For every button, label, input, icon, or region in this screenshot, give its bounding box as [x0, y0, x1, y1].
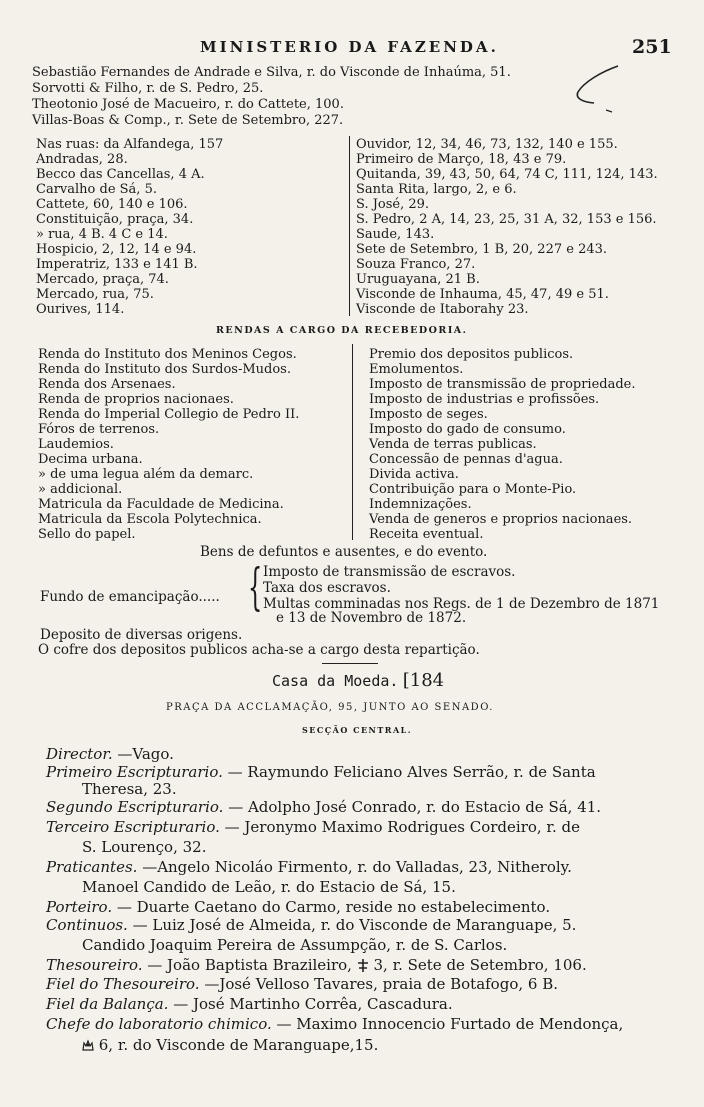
staff-entry: [46, 747, 174, 762]
staff-role: Director.: [46, 745, 113, 763]
renda-item: Sello do papel.: [38, 527, 136, 542]
renda-item: Venda de generos e proprios nacionaes.: [369, 512, 633, 527]
fundo-item: Imposto de transmissão de escravos.: [263, 564, 516, 580]
staff-text: — Raymundo Feliciano Alves Serrão, r. de Santa: [227, 763, 596, 781]
entry-line: Sebastião Fernandes de Andrade e Silva, r. do Visconde de Inhaúma, 51.: [32, 65, 511, 80]
column-divider: [352, 344, 353, 540]
staff-entry: [46, 820, 580, 835]
staff-text-after: 6, r. do Visconde de Maranguape,15.: [94, 1036, 379, 1054]
street-entry: Andradas, 28.: [36, 152, 128, 167]
renda-item: Imposto de seges.: [369, 407, 488, 422]
cross-symbol-icon: [357, 959, 369, 972]
staff-text: — Luiz José de Almeida, r. do Visconde de Maranguape, 5.: [132, 916, 577, 934]
staff-entry: [46, 1017, 623, 1032]
renda-item: Imposto de industrias e profissões.: [369, 392, 600, 407]
renda-item: Imposto do gado de consumo.: [369, 422, 566, 437]
staff-role: Praticantes.: [46, 858, 138, 876]
casa-address: PRAÇA DA ACCLAMAÇÃO, 95, JUNTO AO SENADO.: [166, 702, 494, 713]
deposito-line: Deposito de diversas origens.: [40, 627, 243, 643]
street-entry: Becco das Cancellas, 4 A.: [36, 167, 205, 182]
casa-year: [184: [402, 670, 445, 691]
casa-section: SECÇÃO CENTRAL.: [302, 725, 413, 735]
staff-text: —Angelo Nicoláo Firmento, r. do Valladas, 23, Nitheroly.: [142, 858, 572, 876]
staff-entry: [46, 997, 453, 1012]
renda-item: Indemnizações.: [369, 497, 472, 512]
street-entry: Primeiro de Março, 18, 43 e 79.: [356, 152, 567, 167]
staff-role: Segundo Escripturario.: [46, 798, 224, 816]
street-entry: Santa Rita, largo, 2, e 6.: [356, 182, 517, 197]
street-entry: Uruguayana, 21 B.: [356, 272, 480, 287]
page-title: MINISTERIO DA FAZENDA.: [200, 38, 499, 56]
street-entry: Ourives, 114.: [36, 302, 125, 317]
staff-text: — Maximo Innocencio Furtado de Mendonça,: [276, 1015, 624, 1033]
street-entry: Imperatriz, 133 e 141 B.: [36, 257, 198, 272]
street-entry: Visconde de Inhauma, 45, 47, 49 e 51.: [356, 287, 609, 302]
street-entry: Mercado, rua, 75.: [36, 287, 154, 302]
column-divider: [349, 136, 350, 316]
staff-text: —Vago.: [117, 745, 174, 763]
street-entry: Hospicio, 2, 12, 14 e 94.: [36, 242, 197, 257]
renda-item: Renda de proprios nacionaes.: [38, 392, 234, 407]
staff-role: Primeiro Escripturario.: [46, 763, 223, 781]
staff-continuation: Theresa, 23.: [82, 780, 177, 798]
staff-text: — Jeronymo Maximo Rodrigues Cordeiro, r. de: [224, 818, 580, 836]
street-entry: Constituição, praça, 34.: [36, 212, 194, 227]
renda-item: Matricula da Escola Polytechnica.: [38, 512, 262, 527]
page-header: [0, 36, 704, 60]
staff-role: Fiel do Thesoureiro.: [46, 975, 200, 993]
staff-text: —José Velloso Tavares, praia de Botafogo, 6 B.: [204, 975, 558, 993]
staff-entry: [46, 900, 550, 915]
rendas-heading: RENDAS A CARGO DA RECEBEDORIA.: [216, 325, 468, 336]
renda-item: Renda do Instituto dos Surdos-Mudos.: [38, 362, 291, 377]
renda-item: Premio dos depositos publicos.: [369, 347, 574, 362]
renda-item: » addicional.: [38, 482, 123, 497]
renda-item: Emolumentos.: [369, 362, 464, 377]
renda-item: Renda dos Arsenaes.: [38, 377, 176, 392]
street-entry: Carvalho de Sá, 5.: [36, 182, 157, 197]
street-entry: Sete de Setembro, 1 B, 20, 227 e 243.: [356, 242, 608, 257]
street-entry: S. José, 29.: [356, 197, 430, 212]
staff-text: — José Martinho Corrêa, Cascadura.: [173, 995, 453, 1013]
renda-item: Decima urbana.: [38, 452, 143, 467]
cofre-line: O cofre dos depositos publicos acha-se a cargo desta repartição.: [38, 642, 480, 658]
renda-item: Contribuição para o Monte-Pio.: [369, 482, 577, 497]
street-entry: Cattete, 60, 140 e 106.: [36, 197, 188, 212]
casa-title-line: [272, 672, 444, 690]
entry-line: Sorvotti & Filho, r. de S. Pedro, 25.: [32, 81, 264, 96]
bens-line: Bens de defuntos e ausentes, e do evento.: [200, 544, 488, 560]
renda-item: Divida activa.: [369, 467, 459, 482]
staff-entry: [46, 800, 601, 815]
staff-role: Fiel da Balança.: [46, 995, 169, 1013]
renda-item: Laudemios.: [38, 437, 114, 452]
renda-item: Concessão de pennas d'agua.: [369, 452, 563, 467]
staff-text-after: 3, r. Sete de Setembro, 106.: [368, 956, 587, 974]
staff-role: Terceiro Escripturario.: [46, 818, 220, 836]
staff-role: Chefe do laboratorio chimico.: [46, 1015, 272, 1033]
fundo-item: Taxa dos escravos.: [263, 580, 391, 596]
street-entry: S. Pedro, 2 A, 14, 23, 25, 31 A, 32, 153 e 156.: [356, 212, 657, 227]
staff-text: — Duarte Caetano do Carmo, reside no estabelecimento.: [116, 898, 551, 916]
renda-item: » de uma legua além da demarc.: [38, 467, 254, 482]
casa-title: Casa da Moeda.: [272, 672, 399, 690]
staff-entry: [46, 918, 576, 933]
brace-symbol: {: [248, 558, 263, 616]
staff-role: Continuos.: [46, 916, 128, 934]
staff-continuation: Manoel Candido de Leão, r. do Estacio de Sá, 15.: [82, 878, 456, 896]
street-entry: Ouvidor, 12, 34, 46, 73, 132, 140 e 155.: [356, 137, 618, 152]
entry-line: Theotonio José de Macueiro, r. do Cattete, 100.: [32, 97, 344, 112]
fundo-item: e 13 de Novembro de 1872.: [276, 610, 467, 626]
entry-line: Villas-Boas & Comp., r. Sete de Setembro, 227.: [32, 113, 344, 128]
renda-item: Matricula da Faculdade de Medicina.: [38, 497, 284, 512]
section-rule: [322, 663, 378, 664]
staff-continuation: S. Lourenço, 32.: [82, 838, 207, 856]
street-entry: Visconde de Itaborahy 23.: [356, 302, 529, 317]
staff-continuation: [82, 1038, 378, 1053]
street-entry: Mercado, praça, 74.: [36, 272, 169, 287]
staff-role: Porteiro.: [46, 898, 113, 916]
renda-item: Imposto de transmissão de propriedade.: [369, 377, 636, 392]
handwritten-mark-icon: [566, 62, 626, 120]
street-entry: Saude, 143.: [356, 227, 435, 242]
staff-entry: [46, 765, 596, 780]
street-entry: Nas ruas: da Alfandega, 157: [36, 137, 224, 152]
renda-item: Renda do Instituto dos Meninos Cegos.: [38, 347, 297, 362]
renda-item: Receita eventual.: [369, 527, 484, 542]
crown-symbol-icon: [82, 1039, 94, 1052]
street-entry: » rua, 4 B. 4 C e 14.: [36, 227, 168, 242]
page-number: 251: [632, 36, 672, 58]
staff-entry: [46, 958, 587, 973]
fundo-item: Multas comminadas nos Regs. de 1 de Dezembro de 1871: [263, 596, 660, 612]
renda-item: Fóros de terrenos.: [38, 422, 160, 437]
staff-role: Thesoureiro.: [46, 956, 143, 974]
staff-entry: [46, 860, 572, 875]
renda-item: Renda do Imperial Collegio de Pedro II.: [38, 407, 300, 422]
street-entry: Quitanda, 39, 43, 50, 64, 74 C, 111, 124, 143.: [356, 167, 658, 182]
fundo-label: Fundo de emancipação.....: [40, 589, 220, 605]
renda-item: Venda de terras publicas.: [369, 437, 537, 452]
staff-entry: [46, 977, 558, 992]
staff-continuation: Candido Joaquim Pereira de Assumpção, r. de S. Carlos.: [82, 936, 508, 954]
staff-text: — Adolpho José Conrado, r. do Estacio de Sá, 41.: [228, 798, 602, 816]
staff-text: — João Baptista Brazileiro,: [147, 956, 352, 974]
street-entry: Souza Franco, 27.: [356, 257, 476, 272]
